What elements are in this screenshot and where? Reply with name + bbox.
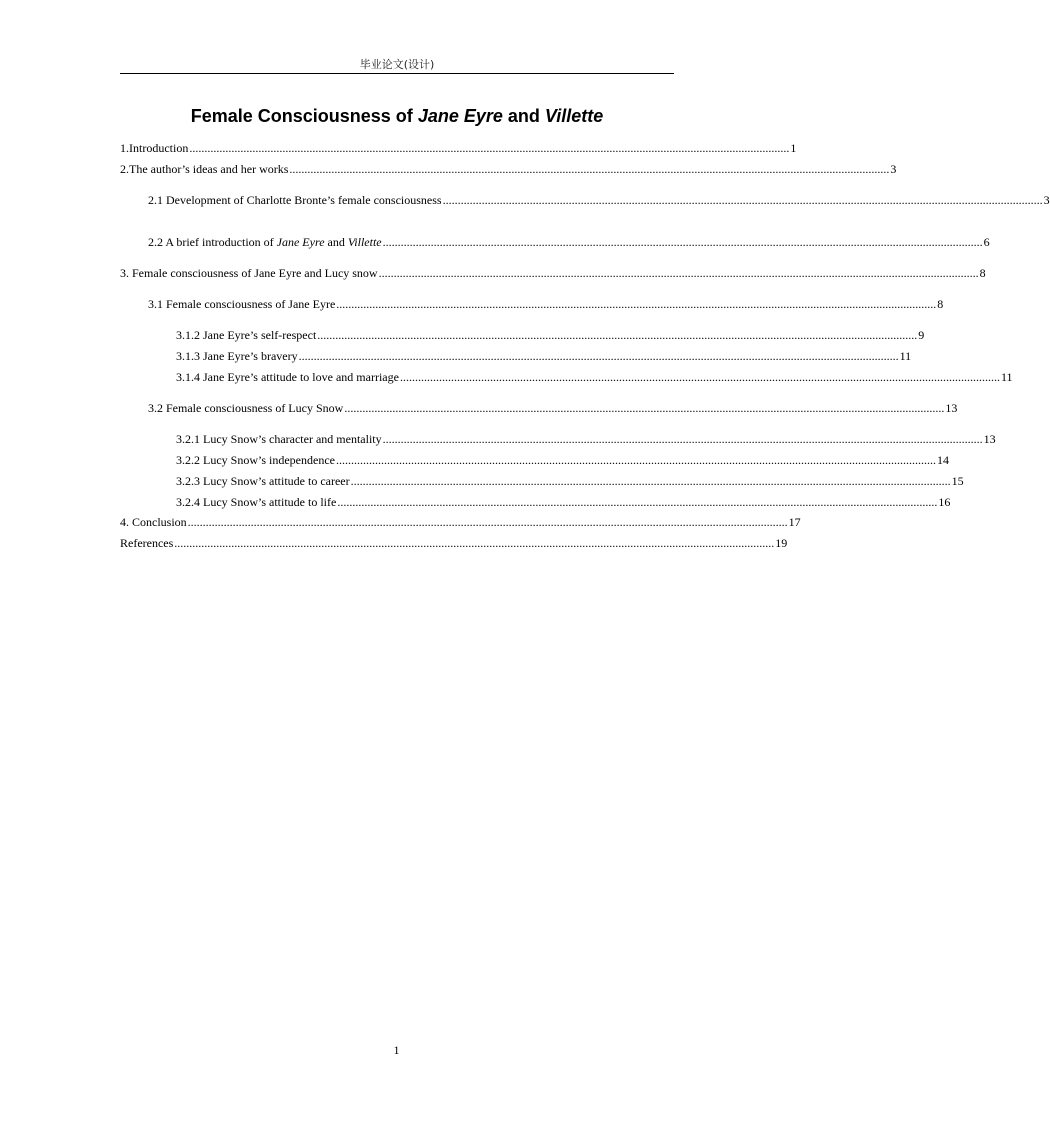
toc-entry-3-1-2[interactable] bbox=[176, 328, 925, 342]
toc-label: References bbox=[120, 536, 174, 550]
toc-label: 3.2.2 Lucy Snow’s independence bbox=[176, 453, 335, 467]
toc-label: 3.2 Female consciousness of Lucy Snow bbox=[148, 401, 344, 415]
toc-entry-3[interactable] bbox=[120, 266, 986, 280]
toc-label: 2.1 Development of Charlotte Bronte’s female consciousness bbox=[148, 193, 442, 207]
toc-page-number: 14 bbox=[936, 453, 949, 467]
toc-leader-dots: ........................................................................................................................................................................................................ bbox=[337, 495, 938, 509]
running-header: 毕业论文(设计) bbox=[359, 58, 435, 71]
toc-page-number: 11 bbox=[899, 349, 912, 363]
toc-label: 2.The author’s ideas and her works bbox=[120, 162, 289, 176]
toc-leader-dots: ........................................................................................................................................................................................................ bbox=[442, 193, 1043, 207]
toc-leader-dots: ........................................................................................................................................................................................................ bbox=[298, 349, 899, 363]
title-part-2: Jane Eyre bbox=[417, 106, 503, 126]
toc-page-number: 13 bbox=[945, 401, 958, 415]
toc-page-number: 9 bbox=[918, 328, 925, 342]
toc-entry-references[interactable] bbox=[120, 536, 788, 550]
toc-label: 3.2.1 Lucy Snow’s character and mentality bbox=[176, 432, 382, 446]
toc-label: 3.2.4 Lucy Snow’s attitude to life bbox=[176, 495, 337, 509]
toc-label: 3. Female consciousness of Jane Eyre and Lucy snow bbox=[120, 266, 378, 280]
toc-page-number: 11 bbox=[1000, 370, 1013, 384]
toc-page-number: 16 bbox=[938, 495, 951, 509]
toc-label: 1.Introduction bbox=[120, 141, 189, 155]
toc-page-number: 8 bbox=[937, 297, 944, 311]
page-number: 1 bbox=[393, 1043, 400, 1057]
toc-leader-dots: ........................................................................................................................................................................................................ bbox=[187, 515, 788, 529]
toc-page-number: 19 bbox=[775, 536, 788, 550]
toc-label-part: 2.2 A brief introduction of bbox=[148, 235, 277, 249]
toc-entry-3-2-2[interactable] bbox=[176, 453, 949, 467]
toc-label-part: Villette bbox=[347, 235, 382, 249]
toc-entry-introduction[interactable] bbox=[120, 141, 797, 155]
title-part-3: and bbox=[502, 106, 545, 126]
toc-entry-3-2[interactable] bbox=[148, 401, 958, 415]
toc-entry-conclusion[interactable] bbox=[120, 515, 801, 529]
toc-label: 3.1.4 Jane Eyre’s attitude to love and marriage bbox=[176, 370, 399, 384]
document-title bbox=[120, 106, 674, 127]
toc-page-number: 15 bbox=[951, 474, 964, 488]
toc-entry-3-2-3[interactable] bbox=[176, 474, 964, 488]
toc-leader-dots: ........................................................................................................................................................................................................ bbox=[336, 297, 937, 311]
toc-entry-3-1-3[interactable] bbox=[176, 349, 912, 363]
toc-entry-3-1-4[interactable] bbox=[176, 370, 1013, 384]
toc-leader-dots: ........................................................................................................................................................................................................ bbox=[399, 370, 1000, 384]
toc-entry-3-1[interactable] bbox=[148, 297, 944, 311]
toc-label: 3.1.3 Jane Eyre’s bravery bbox=[176, 349, 298, 363]
toc-label: 3.2.3 Lucy Snow’s attitude to career bbox=[176, 474, 350, 488]
toc-leader-dots: ........................................................................................................................................................................................................ bbox=[317, 328, 918, 342]
title-part-1: Female Consciousness of bbox=[190, 106, 418, 126]
toc-leader-dots: ........................................................................................................................................................................................................ bbox=[382, 432, 983, 446]
toc-leader-dots: ........................................................................................................................................................................................................ bbox=[344, 401, 945, 415]
toc-leader-dots: ........................................................................................................................................................................................................ bbox=[350, 474, 951, 488]
toc-leader-dots: ........................................................................................................................................................................................................ bbox=[382, 235, 983, 249]
toc-label: 4. Conclusion bbox=[120, 515, 187, 529]
toc-label bbox=[148, 235, 382, 249]
toc-label: 3.1 Female consciousness of Jane Eyre bbox=[148, 297, 336, 311]
toc-label: 3.1.2 Jane Eyre’s self-respect bbox=[176, 328, 317, 342]
header-rule bbox=[120, 73, 674, 74]
toc-page-number: 3 bbox=[890, 162, 897, 176]
toc-entry-3-2-1[interactable] bbox=[176, 432, 996, 446]
toc-entry-author-ideas[interactable] bbox=[120, 162, 897, 176]
title-part-4: Villette bbox=[544, 106, 604, 126]
toc-page-number: 6 bbox=[983, 235, 990, 249]
toc-leader-dots: ........................................................................................................................................................................................................ bbox=[335, 453, 936, 467]
toc-leader-dots: ........................................................................................................................................................................................................ bbox=[378, 266, 979, 280]
toc-label-part: Jane Eyre bbox=[276, 235, 325, 249]
toc-page-number: 3 bbox=[1043, 193, 1050, 207]
toc-label-part: and bbox=[324, 235, 348, 249]
toc-page-number: 8 bbox=[979, 266, 986, 280]
toc-page-number: 17 bbox=[788, 515, 801, 529]
toc-leader-dots: ........................................................................................................................................................................................................ bbox=[189, 141, 790, 155]
toc-entry-2-1[interactable] bbox=[148, 193, 1050, 207]
toc-leader-dots: ........................................................................................................................................................................................................ bbox=[174, 536, 775, 550]
toc-page-number: 13 bbox=[983, 432, 996, 446]
toc-entry-3-2-4[interactable] bbox=[176, 495, 951, 509]
toc-page-number: 1 bbox=[790, 141, 797, 155]
toc-entry-2-2[interactable] bbox=[148, 235, 990, 249]
toc-leader-dots: ........................................................................................................................................................................................................ bbox=[289, 162, 890, 176]
